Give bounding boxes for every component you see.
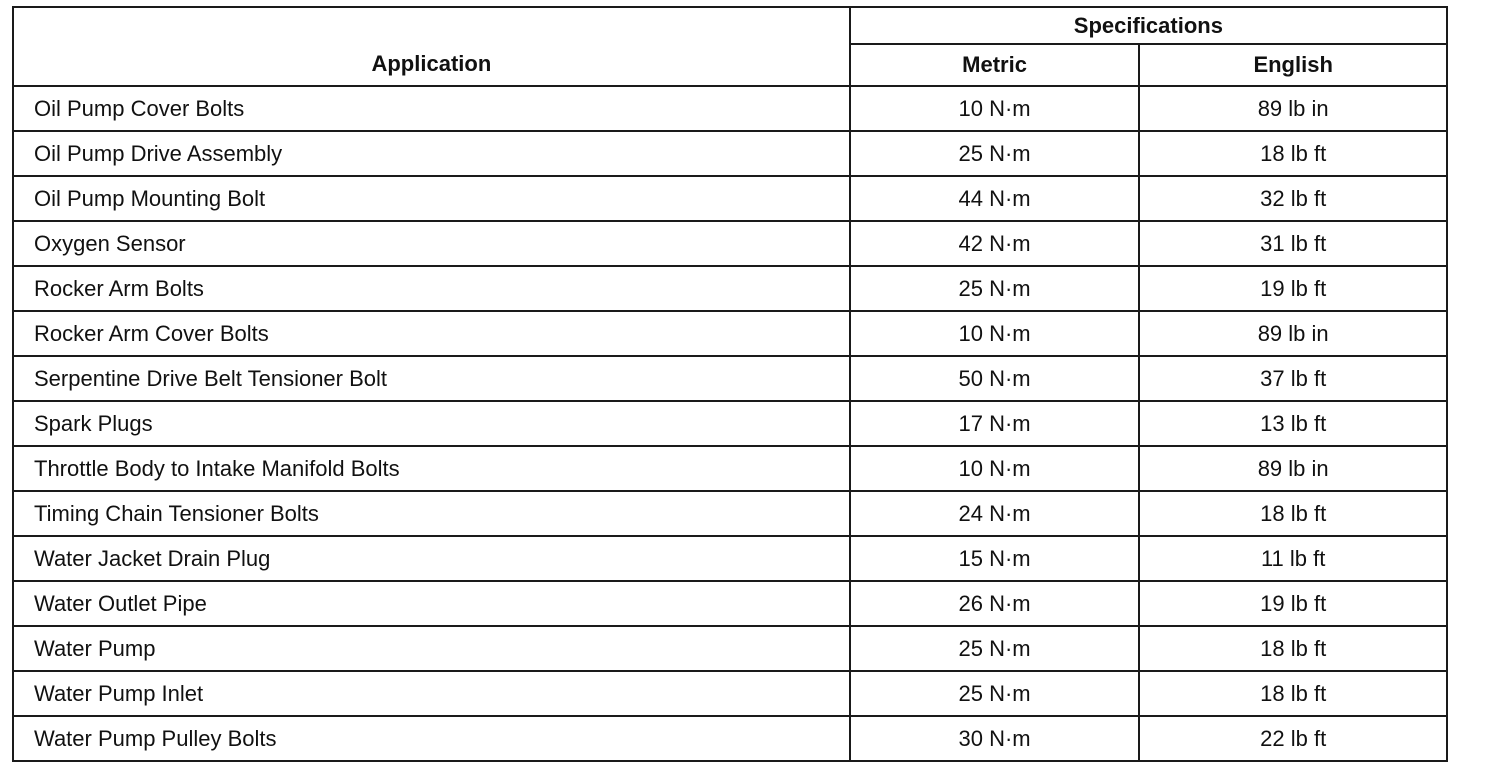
header-english: English	[1139, 44, 1447, 86]
metric-cell: 42 N·m	[850, 221, 1140, 266]
metric-cell: 15 N·m	[850, 536, 1140, 581]
table-row	[13, 221, 1447, 266]
metric-cell: 10 N·m	[850, 86, 1140, 131]
english-cell: 22 lb ft	[1139, 716, 1447, 761]
table-row	[13, 446, 1447, 491]
english-cell: 18 lb ft	[1139, 626, 1447, 671]
table-row	[13, 716, 1447, 761]
metric-cell: 25 N·m	[850, 266, 1140, 311]
table-body	[13, 86, 1447, 761]
english-cell: 19 lb ft	[1139, 581, 1447, 626]
english-cell: 18 lb ft	[1139, 491, 1447, 536]
application-cell: Water Pump	[13, 626, 850, 671]
table-row	[13, 131, 1447, 176]
english-cell: 37 lb ft	[1139, 356, 1447, 401]
english-cell: 31 lb ft	[1139, 221, 1447, 266]
table-row	[13, 671, 1447, 716]
table-row	[13, 581, 1447, 626]
application-cell: Rocker Arm Cover Bolts	[13, 311, 850, 356]
metric-cell: 17 N·m	[850, 401, 1140, 446]
fastener-torque-specifications-table	[12, 6, 1448, 762]
metric-cell: 10 N·m	[850, 446, 1140, 491]
application-cell: Water Outlet Pipe	[13, 581, 850, 626]
table-row	[13, 86, 1447, 131]
table-row	[13, 401, 1447, 446]
metric-cell: 44 N·m	[850, 176, 1140, 221]
metric-cell: 30 N·m	[850, 716, 1140, 761]
table-row	[13, 491, 1447, 536]
english-cell: 89 lb in	[1139, 86, 1447, 131]
english-cell: 11 lb ft	[1139, 536, 1447, 581]
metric-cell: 25 N·m	[850, 626, 1140, 671]
table-header	[13, 7, 1447, 86]
application-cell: Water Pump Pulley Bolts	[13, 716, 850, 761]
table-row	[13, 626, 1447, 671]
application-cell: Water Pump Inlet	[13, 671, 850, 716]
table-row	[13, 266, 1447, 311]
table-row	[13, 356, 1447, 401]
application-cell: Throttle Body to Intake Manifold Bolts	[13, 446, 850, 491]
english-cell: 18 lb ft	[1139, 671, 1447, 716]
english-cell: 13 lb ft	[1139, 401, 1447, 446]
application-cell: Oxygen Sensor	[13, 221, 850, 266]
metric-cell: 25 N·m	[850, 131, 1140, 176]
application-cell: Serpentine Drive Belt Tensioner Bolt	[13, 356, 850, 401]
metric-cell: 24 N·m	[850, 491, 1140, 536]
application-cell: Rocker Arm Bolts	[13, 266, 850, 311]
application-cell: Oil Pump Cover Bolts	[13, 86, 850, 131]
english-cell: 18 lb ft	[1139, 131, 1447, 176]
application-cell: Spark Plugs	[13, 401, 850, 446]
metric-cell: 10 N·m	[850, 311, 1140, 356]
table-row	[13, 536, 1447, 581]
table-row	[13, 311, 1447, 356]
english-cell: 89 lb in	[1139, 446, 1447, 491]
header-application: Application	[13, 7, 850, 86]
application-cell: Timing Chain Tensioner Bolts	[13, 491, 850, 536]
application-cell: Water Jacket Drain Plug	[13, 536, 850, 581]
table-row	[13, 176, 1447, 221]
english-cell: 32 lb ft	[1139, 176, 1447, 221]
header-metric: Metric	[850, 44, 1140, 86]
metric-cell: 50 N·m	[850, 356, 1140, 401]
english-cell: 19 lb ft	[1139, 266, 1447, 311]
header-specifications: Specifications	[850, 7, 1447, 44]
application-cell: Oil Pump Mounting Bolt	[13, 176, 850, 221]
application-cell: Oil Pump Drive Assembly	[13, 131, 850, 176]
metric-cell: 25 N·m	[850, 671, 1140, 716]
metric-cell: 26 N·m	[850, 581, 1140, 626]
english-cell: 89 lb in	[1139, 311, 1447, 356]
